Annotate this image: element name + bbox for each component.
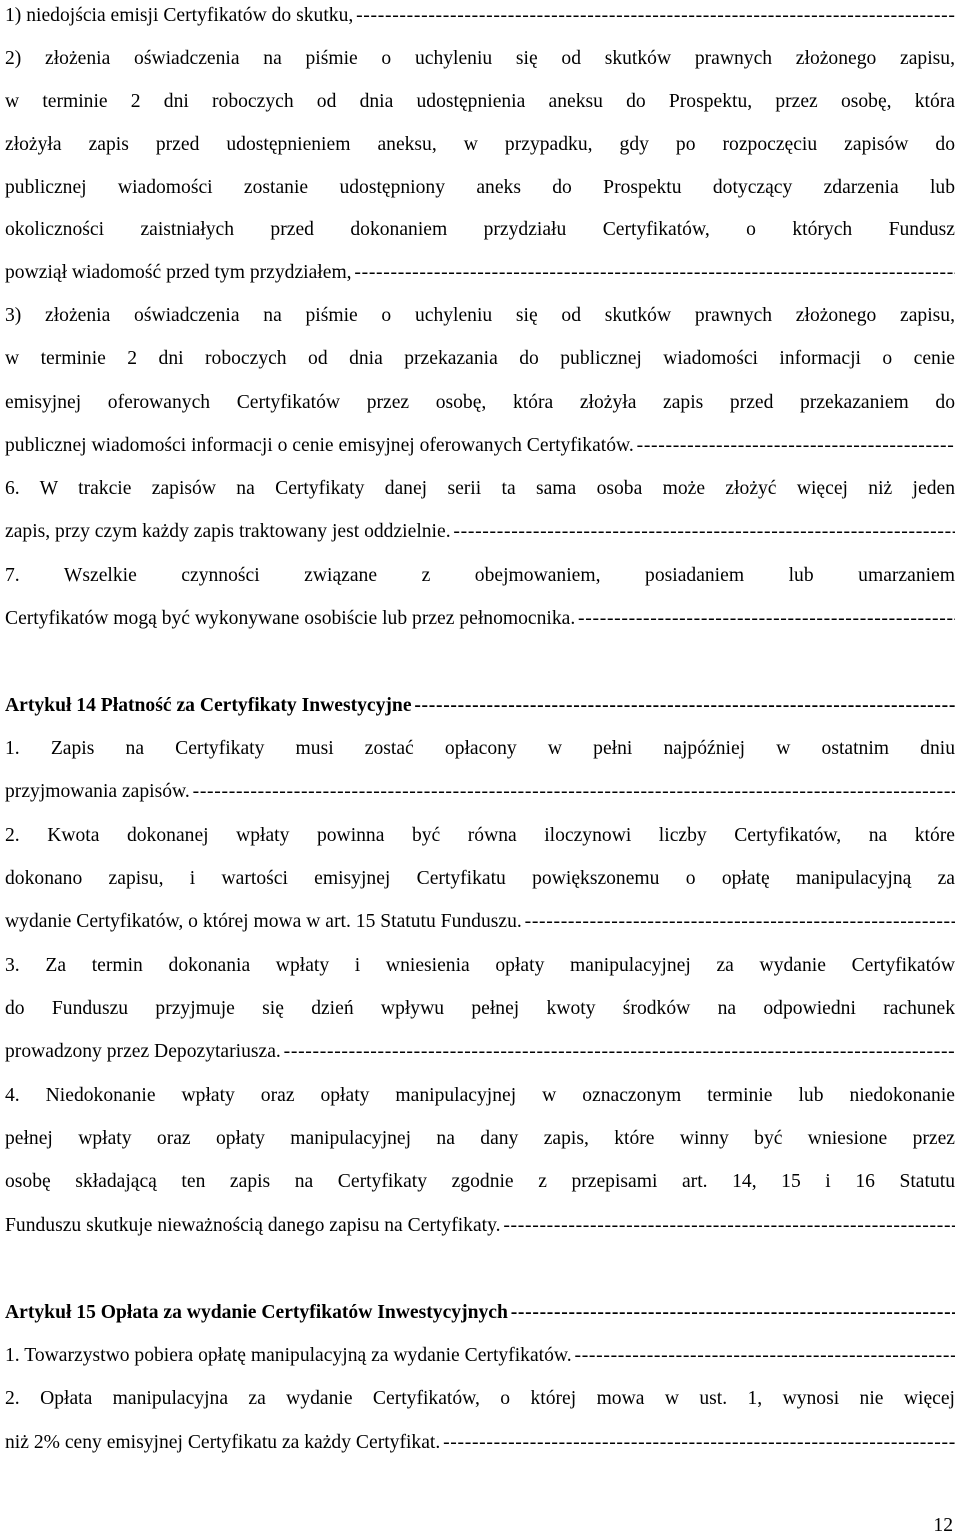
text-line: złożyła zapis przed udostępnieniem aneksu, w przypadku, gdy po rozpoczęciu zapisów do — [5, 134, 955, 155]
text-line: do Funduszu przyjmuje się dzień wpływu pełnej kwoty środków na odpowiedni rachunek — [5, 998, 955, 1019]
text-line: zapis, przy czym każdy zapis traktowany jest oddzielnie. - - - — [5, 519, 955, 545]
text-line: emisyjnej oferowanych Certyfikatów przez osobę, która złożyła zapis przed przekazaniem do — [5, 392, 955, 413]
text-line: 1. Zapis na Certyfikaty musi zostać opłacony w pełni najpóźniej w ostatnim dniu — [5, 738, 955, 759]
text-line: 6. W trakcie zapisów na Certyfikaty danej serii ta sama osoba może złożyć więcej niż jeden — [5, 478, 955, 499]
text-line: przyjmowania zapisów. - - - — [5, 779, 955, 805]
text-line: prowadzony przez Depozytariusza. - - - — [5, 1039, 955, 1065]
article-heading: Artykuł 15 Opłata za wydanie Certyfikatów Inwestycyjnych - - - — [5, 1300, 955, 1326]
text-line: Funduszu skutkuje nieważnością danego zapisu na Certyfikaty. - - - — [5, 1213, 955, 1239]
article-heading: Artykuł 14 Płatność za Certyfikaty Inwestycyjne - - - — [5, 693, 955, 719]
text-line: 7. Wszelkie czynności związane z obejmowaniem, posiadaniem lub umarzaniem — [5, 565, 955, 586]
text-line: wydanie Certyfikatów, o której mowa w art. 15 Statutu Funduszu. - - - — [5, 909, 955, 935]
text-line: 2. Kwota dokonanej wpłaty powinna być równa iloczynowi liczby Certyfikatów, na które — [5, 825, 955, 846]
text-line: w terminie 2 dni roboczych od dnia udostępnienia aneksu do Prospektu, przez osobę, która — [5, 91, 955, 112]
text-line: okoliczności zaistniałych przed dokonaniem przydziału Certyfikatów, o których Fundusz — [5, 219, 955, 240]
text-line: 4. Niedokonanie wpłaty oraz opłaty manipulacyjnej w oznaczonym terminie lub niedokonanie — [5, 1085, 955, 1106]
text-line: powziął wiadomość przed tym przydziałem, - - - — [5, 260, 955, 286]
text-line: 3) złożenia oświadczenia na piśmie o uchyleniu się od skutków prawnych złożonego zapisu, — [5, 305, 955, 326]
text-line: publicznej wiadomości informacji o cenie emisyjnej oferowanych Certyfikatów. - - - — [5, 433, 955, 459]
text-line: dokonano zapisu, i wartości emisyjnej Certyfikatu powiększonemu o opłatę manipulacyjną za — [5, 868, 955, 889]
text-line: 2. Opłata manipulacyjna za wydanie Certyfikatów, o której mowa w ust. 1, wynosi nie więcej — [5, 1388, 955, 1409]
text-line: 1. Towarzystwo pobiera opłatę manipulacyjną za wydanie Certyfikatów. - - - — [5, 1343, 955, 1369]
text-line: niż 2% ceny emisyjnej Certyfikatu za każdy Certyfikat. - - - — [5, 1430, 955, 1456]
text-line: 3. Za termin dokonania wpłaty i wniesienia opłaty manipulacyjnej za wydanie Certyfikatów — [5, 955, 955, 976]
text-line: 2) złożenia oświadczenia na piśmie o uchyleniu się od skutków prawnych złożonego zapisu, — [5, 48, 955, 69]
text-line: publicznej wiadomości zostanie udostępniony aneks do Prospektu dotyczący zdarzenia lub — [5, 177, 955, 198]
text-line: pełnej wpłaty oraz opłaty manipulacyjnej na dany zapis, które winny być wniesione przez — [5, 1128, 955, 1149]
text-line: 1) niedojścia emisji Certyfikatów do skutku, - - - — [5, 3, 955, 29]
text-line: w terminie 2 dni roboczych od dnia przekazania do publicznej wiadomości informacji o cenie — [5, 348, 955, 369]
text-line: osobę składającą ten zapis na Certyfikaty zgodnie z przepisami art. 14, 15 i 16 Statutu — [5, 1171, 955, 1192]
page-number: 12 — [933, 1515, 953, 1536]
text-line: Certyfikatów mogą być wykonywane osobiście lub przez pełnomocnika. - - - — [5, 606, 955, 632]
